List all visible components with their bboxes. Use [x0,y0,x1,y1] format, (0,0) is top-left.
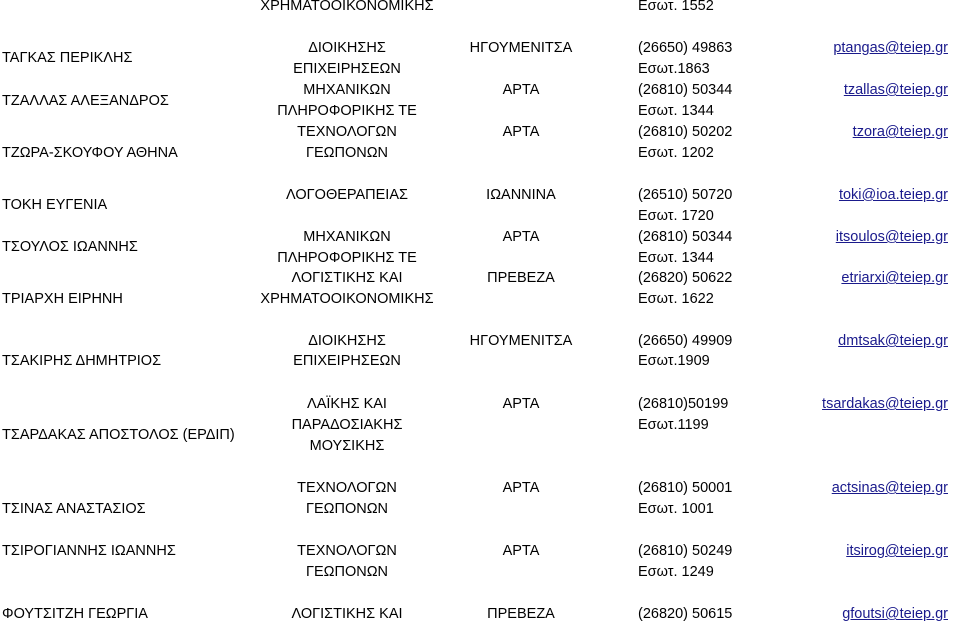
department-line: ΠΛΗΡΟΦΟΡΙΚΗΣ ΤΕ [277,103,417,119]
department-line: ΤΕΧΝΟΛΟΓΩΝ [297,124,397,140]
department-line: ΤΕΧΝΟΛΟΓΩΝ [297,543,397,559]
city: ΑΡΤΑ [502,543,540,559]
department-line: ΕΠΙΧΕΙΡΗΣΕΩΝ [293,61,401,77]
internal-extension: Εσωτ. 1344 [638,103,714,119]
person-name: ΤΟΚΗ ΕΥΓΕΝΙΑ [2,197,108,213]
city: ΑΡΤΑ [502,229,540,245]
department-line: ΓΕΩΠΟΝΩΝ [305,564,389,580]
city: ΑΡΤΑ [502,124,540,140]
email-link[interactable]: toki@ioa.teiep.gr [838,187,948,203]
city: ΑΡΤΑ [502,82,540,98]
internal-extension: Εσωτ. 1622 [638,291,714,307]
phone-number: (26820) 50615 [638,606,733,622]
department-line: ΧΡΗΜΑΤΟΟΙΚΟΝΟΜΙΚΗΣ [260,0,434,14]
person-name: ΤΣΙΡΟΓΙΑΝΝΗΣ ΙΩΑΝΝΗΣ [2,543,176,559]
email-link[interactable]: tzallas@teiep.gr [843,82,948,98]
department-line: ΠΑΡΑΔΟΣΙΑΚΗΣ [291,417,403,433]
internal-extension: Εσωτ. 1720 [638,208,714,224]
internal-extension: Εσωτ.1909 [638,353,710,369]
phone-number: (26650) 49909 [638,333,733,349]
email-link[interactable]: tsardakas@teiep.gr [822,396,948,412]
city: ΗΓΟΥΜΕΝΙΤΣΑ [469,333,573,349]
phone-number: (26810) 50344 [638,229,733,245]
internal-extension: Εσωτ. 1552 [638,0,714,14]
phone-number: (26650) 49863 [638,40,733,56]
phone-number: (26820) 50622 [638,270,733,286]
email-link[interactable]: gfoutsi@teiep.gr [842,606,948,622]
city: ΙΩΑΝΝΙΝΑ [486,187,556,203]
department-line: ΓΕΩΠΟΝΩΝ [305,501,389,517]
internal-extension: Εσωτ. 1344 [638,250,714,266]
department-line: ΛΑΪΚΗΣ ΚΑΙ [307,396,387,412]
person-name: ΤΑΓΚΑΣ ΠΕΡΙΚΛΗΣ [2,50,133,66]
city: ΠΡΕΒΕΖΑ [487,606,555,622]
department-line: ΔΙΟΙΚΗΣΗΣ [308,333,386,349]
person-name: ΤΣΑΚΙΡΗΣ ΔΗΜΗΤΡΙΟΣ [2,353,162,369]
internal-extension: Εσωτ.1863 [638,61,710,77]
department-line: ΓΕΩΠΟΝΩΝ [305,145,389,161]
person-name: ΤΡΙΑΡΧΗ ΕΙΡΗΝΗ [2,291,123,307]
city: ΑΡΤΑ [502,396,540,412]
department-line: ΛΟΓΙΣΤΙΚΗΣ ΚΑΙ [291,606,403,622]
department-line: ΛΟΓΟΘΕΡΑΠΕΙΑΣ [286,187,408,203]
person-name: ΤΣΙΝΑΣ ΑΝΑΣΤΑΣΙΟΣ [2,501,146,517]
email-link[interactable]: itsirog@teiep.gr [846,543,948,559]
internal-extension: Εσωτ. 1249 [638,564,714,580]
department-line: ΜΗΧΑΝΙΚΩΝ [303,82,391,98]
department-line: ΤΕΧΝΟΛΟΓΩΝ [297,480,397,496]
person-name: ΤΣΑΡΔΑΚΑΣ ΑΠΟΣΤΟΛΟΣ (ΕΡΔΙΠ) [2,427,235,443]
email-link[interactable]: ptangas@teiep.gr [833,40,948,56]
city: ΑΡΤΑ [502,480,540,496]
city: ΗΓΟΥΜΕΝΙΤΣΑ [469,40,573,56]
person-name: ΤΖΩΡΑ-ΣΚΟΥΦΟΥ ΑΘΗΝΑ [2,145,178,161]
department-line: ΕΠΙΧΕΙΡΗΣΕΩΝ [293,353,401,369]
person-name: ΤΖΑΛΛΑΣ ΑΛΕΞΑΝΔΡΟΣ [2,93,169,109]
email-link[interactable]: tzora@teiep.gr [852,124,948,140]
city: ΠΡΕΒΕΖΑ [487,270,555,286]
department-line: ΠΛΗΡΟΦΟΡΙΚΗΣ ΤΕ [277,250,417,266]
internal-extension: Εσωτ. 1001 [638,501,714,517]
phone-number: (26810) 50344 [638,82,733,98]
phone-number: (26810)50199 [638,396,729,412]
email-link[interactable]: dmtsak@teiep.gr [838,333,948,349]
phone-number: (26810) 50249 [638,543,733,559]
department-line: ΜΗΧΑΝΙΚΩΝ [303,229,391,245]
email-link[interactable]: etriarxi@teiep.gr [841,270,948,286]
internal-extension: Εσωτ.1199 [638,417,709,433]
department-line: ΔΙΟΙΚΗΣΗΣ [308,40,386,56]
phone-number: (26810) 50001 [638,480,733,496]
department-line: ΜΟΥΣΙΚΗΣ [309,438,385,454]
phone-number: (26510) 50720 [638,187,733,203]
phone-number: (26810) 50202 [638,124,733,140]
internal-extension: Εσωτ. 1202 [638,145,714,161]
email-link[interactable]: actsinas@teiep.gr [831,480,948,496]
email-link[interactable]: itsoulos@teiep.gr [835,229,948,245]
person-name: ΦΟΥΤΣΙΤΖΗ ΓΕΩΡΓΙΑ [2,606,148,622]
department-line: ΛΟΓΙΣΤΙΚΗΣ ΚΑΙ [291,270,403,286]
person-name: ΤΣΟΥΛΟΣ ΙΩΑΝΝΗΣ [2,239,138,255]
department-line: ΧΡΗΜΑΤΟΟΙΚΟΝΟΜΙΚΗΣ [260,291,434,307]
